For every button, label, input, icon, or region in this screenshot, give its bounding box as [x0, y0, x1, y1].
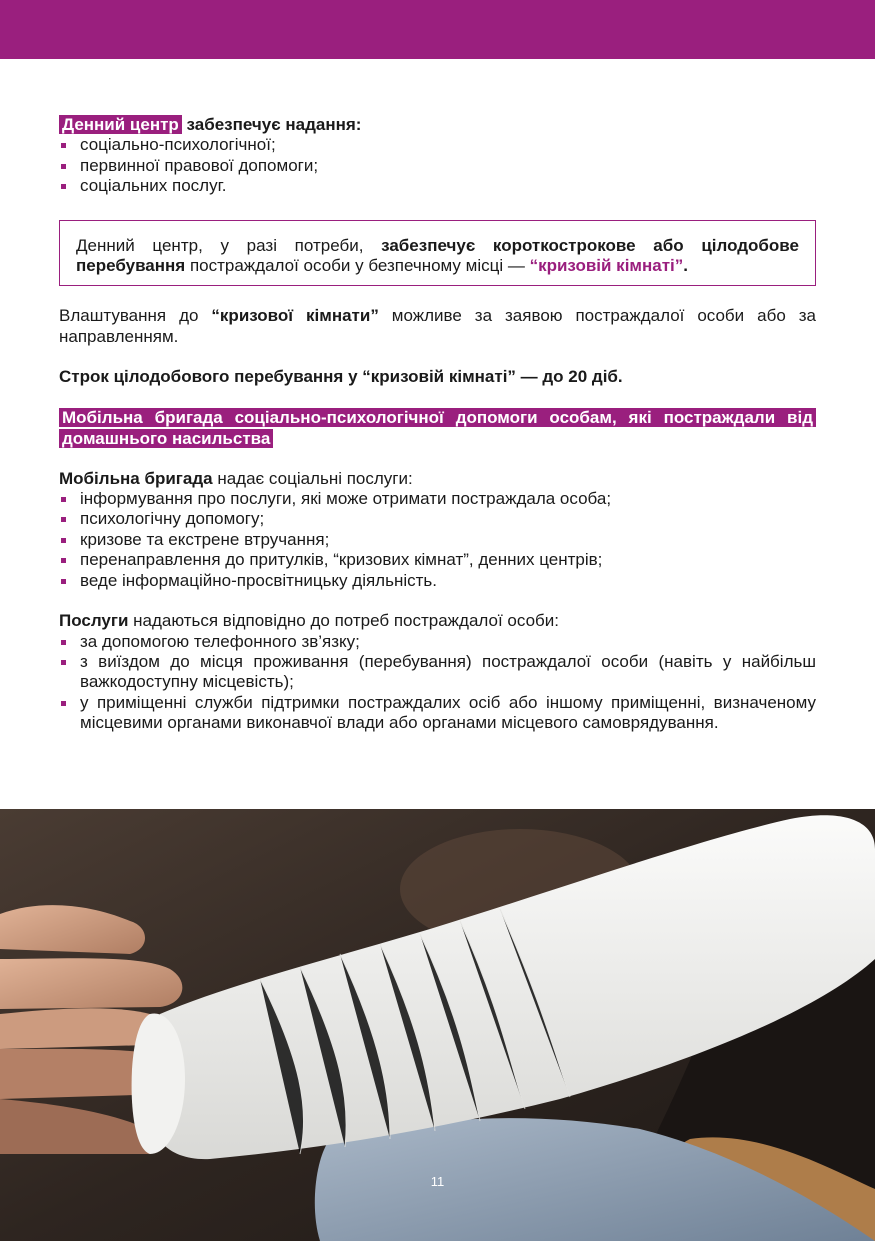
brigade-list — [59, 489, 816, 591]
page-content — [59, 115, 816, 734]
list-item: психологічну допомогу; — [59, 509, 816, 529]
services-list — [59, 632, 816, 734]
crisis-room-box: Денний центр, у разі потреби, забезпечує короткострокове або цілодобове перебування постраждалої особи у безпечному місці — “кризовій кімнаті”. — [59, 220, 816, 287]
mobile-brigade-heading: Мобільна бригада соціально-психологічної допомоги особам, які постраждали від домашнього насильства — [59, 407, 816, 449]
page-number: 11 — [430, 1174, 445, 1189]
list-item: первинної правової допомоги; — [59, 156, 816, 176]
list-item: кризове та екстрене втручання; — [59, 530, 816, 550]
brigade-lead: Мобільна бригада надає соціальні послуги: — [59, 468, 413, 488]
list-item: у приміщенні служби підтримки постраждалих осіб або іншому приміщенні, визначеному місцевими органами виконавчої влади або органами місцевого самоврядування. — [59, 693, 816, 734]
day-center-list — [59, 135, 816, 196]
list-item: з виїздом до місця проживання (перебування) постраждалої особи (навіть у найбільш важкодоступну місцевість); — [59, 652, 816, 693]
list-item: за допомогою телефонного зв’язку; — [59, 632, 816, 652]
stay-duration-paragraph: Строк цілодобового перебування у “кризовій кімнаті” — до 20 діб. — [59, 367, 623, 387]
list-item: інформування про послуги, які може отримати постраждала особа; — [59, 489, 816, 509]
placement-paragraph: Влаштування до “кризової кімнати” можливе за заявою постраждалої особи або за направленням. — [59, 306, 816, 346]
day-center-highlight: Денний центр — [59, 115, 182, 134]
list-item: перенаправлення до притулків, “кризових кімнат”, денних центрів; — [59, 550, 816, 570]
list-item: соціально-психологічної; — [59, 135, 816, 155]
list-item: веде інформаційно-просвітницьку діяльність. — [59, 571, 816, 591]
day-center-heading: Денний центр забезпечує надання: — [59, 115, 816, 135]
services-lead: Послуги надаються відповідно до потреб постраждалої особи: — [59, 611, 559, 631]
list-item: соціальних послуг. — [59, 176, 816, 196]
header-bar — [0, 0, 875, 59]
